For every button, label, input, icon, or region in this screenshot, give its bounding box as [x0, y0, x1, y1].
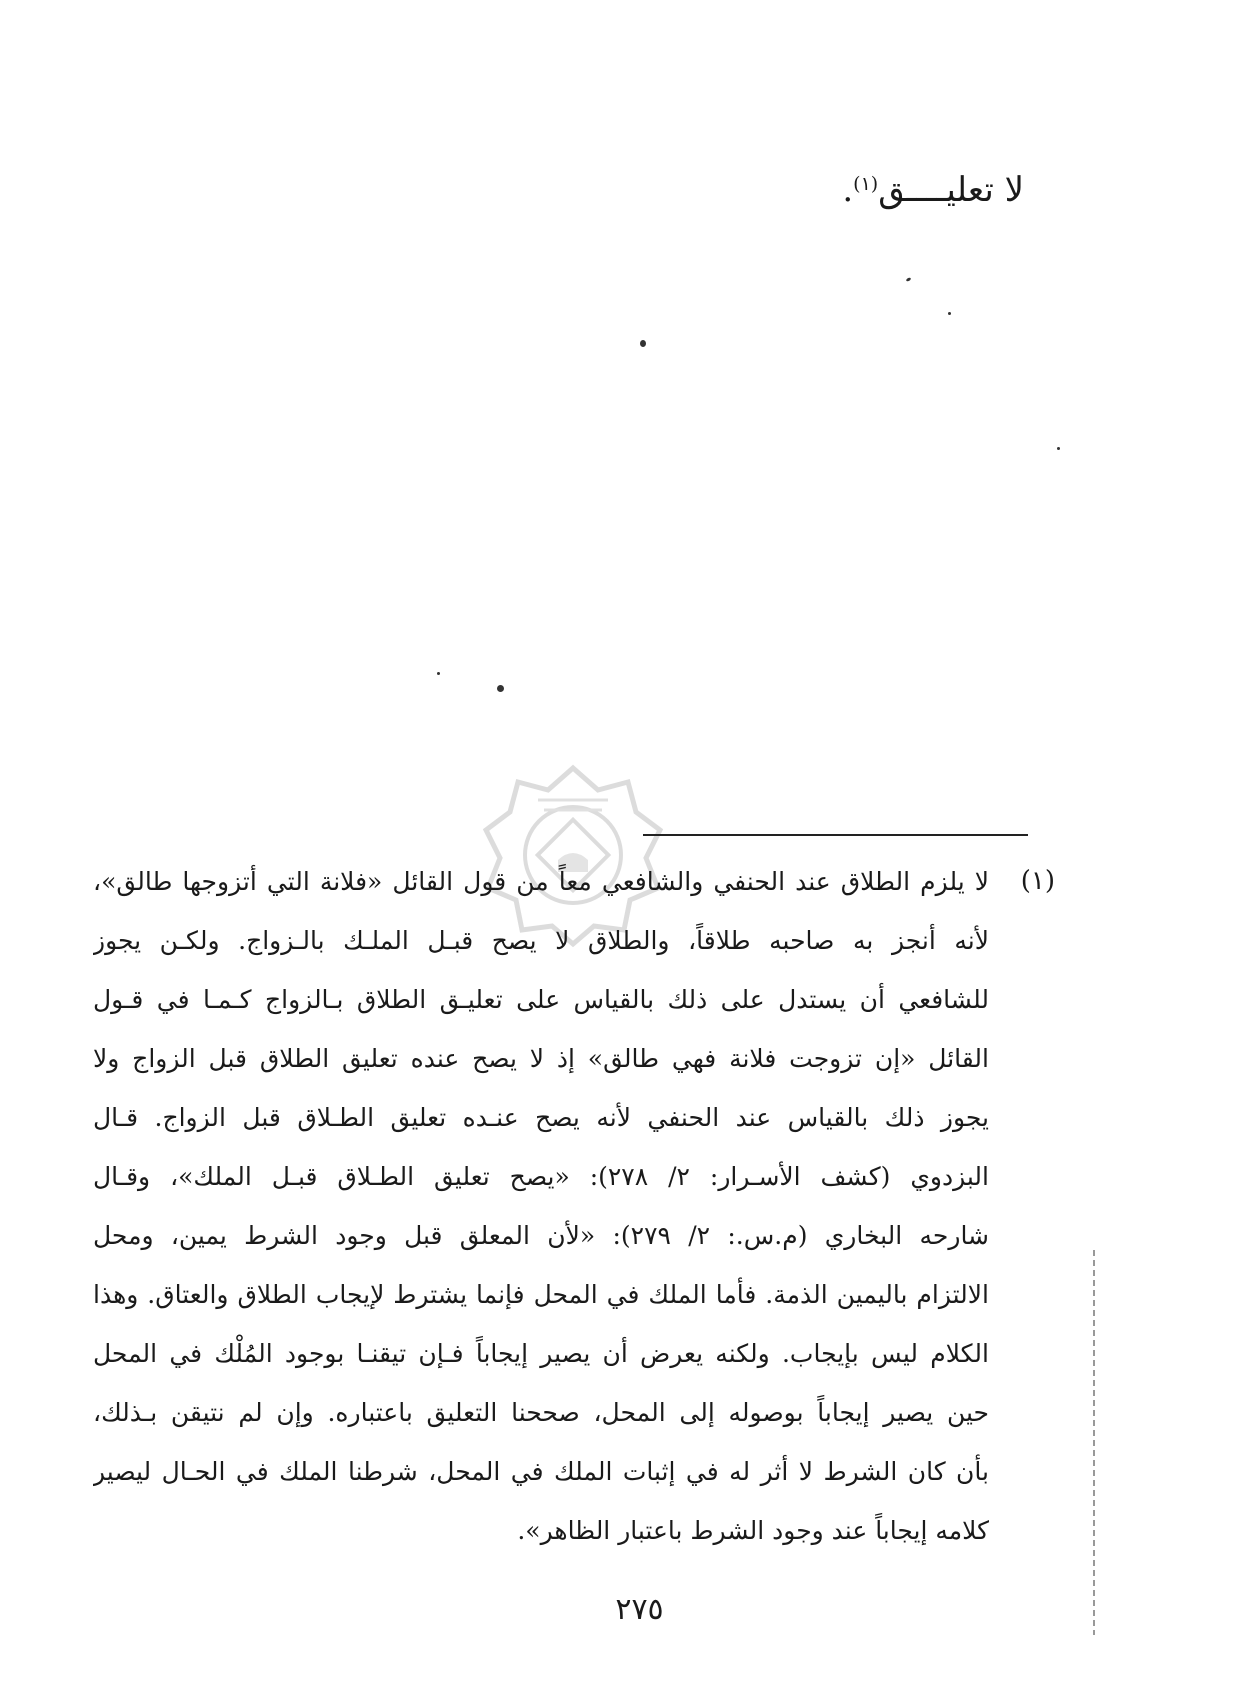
footnote-line: لأنه أنجز به صاحبه طلاقاً، والطلاق لا يصح قبـل الملـك بالـزواج. ولكـن يجوز [93, 926, 989, 955]
footnote-separator [643, 834, 1028, 836]
footnote-line: لا يلزم الطلاق عند الحنفي والشافعي معاً من قول القائل «فلانة التي أتزوجها طالق»، [93, 867, 989, 896]
footnote-line: الكلام ليس بإيجاب. ولكنه يعرض أن يصير إيجاباً فـإن تيقنـا بوجود المُلْك في المحل [93, 1339, 989, 1368]
footnote-line: البزدوي (كشف الأسـرار: ٢/ ٢٧٨): «يصح تعليق الطـلاق قبـل الملك»، وقـال [93, 1162, 989, 1191]
scan-speck [906, 277, 912, 282]
footnote-line: القائل «إن تزوجت فلانة فهي طالق» إذ لا يصح عنده تعليق الطلاق قبل الزواج ولا [93, 1044, 989, 1073]
footnote-1 [93, 852, 1055, 1560]
footnotes-section [93, 852, 1055, 1560]
page-number: ٢٧٥ [615, 1592, 664, 1627]
footnote-marker: (١) [1020, 866, 1055, 896]
scan-margin-line [1093, 1250, 1095, 1635]
end-punctuation: . [842, 170, 854, 210]
main-heading: لا تعليــــق [878, 170, 1024, 210]
footnote-line: الالتزام باليمين الذمة. فأما الملك في المحل فإنما يشترط لإيجاب الطلاق والعتاق. وهذا [93, 1280, 989, 1309]
footnote-line: بأن كان الشرط لا أثر له في إثبات الملك في المحل، شرطنا الملك في الحـال ليصير [93, 1457, 989, 1486]
footnote-line: للشافعي أن يستدل على ذلك بالقياس على تعليـق الطلاق بـالزواج كـمـا في قـول [93, 985, 989, 1014]
footnote-reference: (١) [853, 173, 879, 195]
footnote-line: يجوز ذلك بالقياس عند الحنفي لأنه يصح عنـده تعليق الطـلاق قبل الزواج. قـال [93, 1103, 989, 1132]
scan-speck [640, 340, 646, 347]
footnote-line: كلامه إيجاباً عند وجود الشرط باعتبار الظاهر». [517, 1516, 989, 1545]
scan-speck [1057, 447, 1060, 450]
footnote-line: شارحه البخاري (م.س.: ٢/ ٢٧٩): «لأن المعلق قبل وجود الشرط يمين، ومحل [93, 1221, 989, 1250]
scan-speck [948, 312, 951, 315]
scan-speck [497, 685, 504, 692]
scan-speck [437, 672, 440, 675]
main-text-line [842, 160, 1024, 220]
footnote-line: حين يصير إيجاباً بوصوله إلى المحل، صححنا التعليق باعتباره. وإن لم نتيقن بـذلك، [93, 1398, 989, 1427]
